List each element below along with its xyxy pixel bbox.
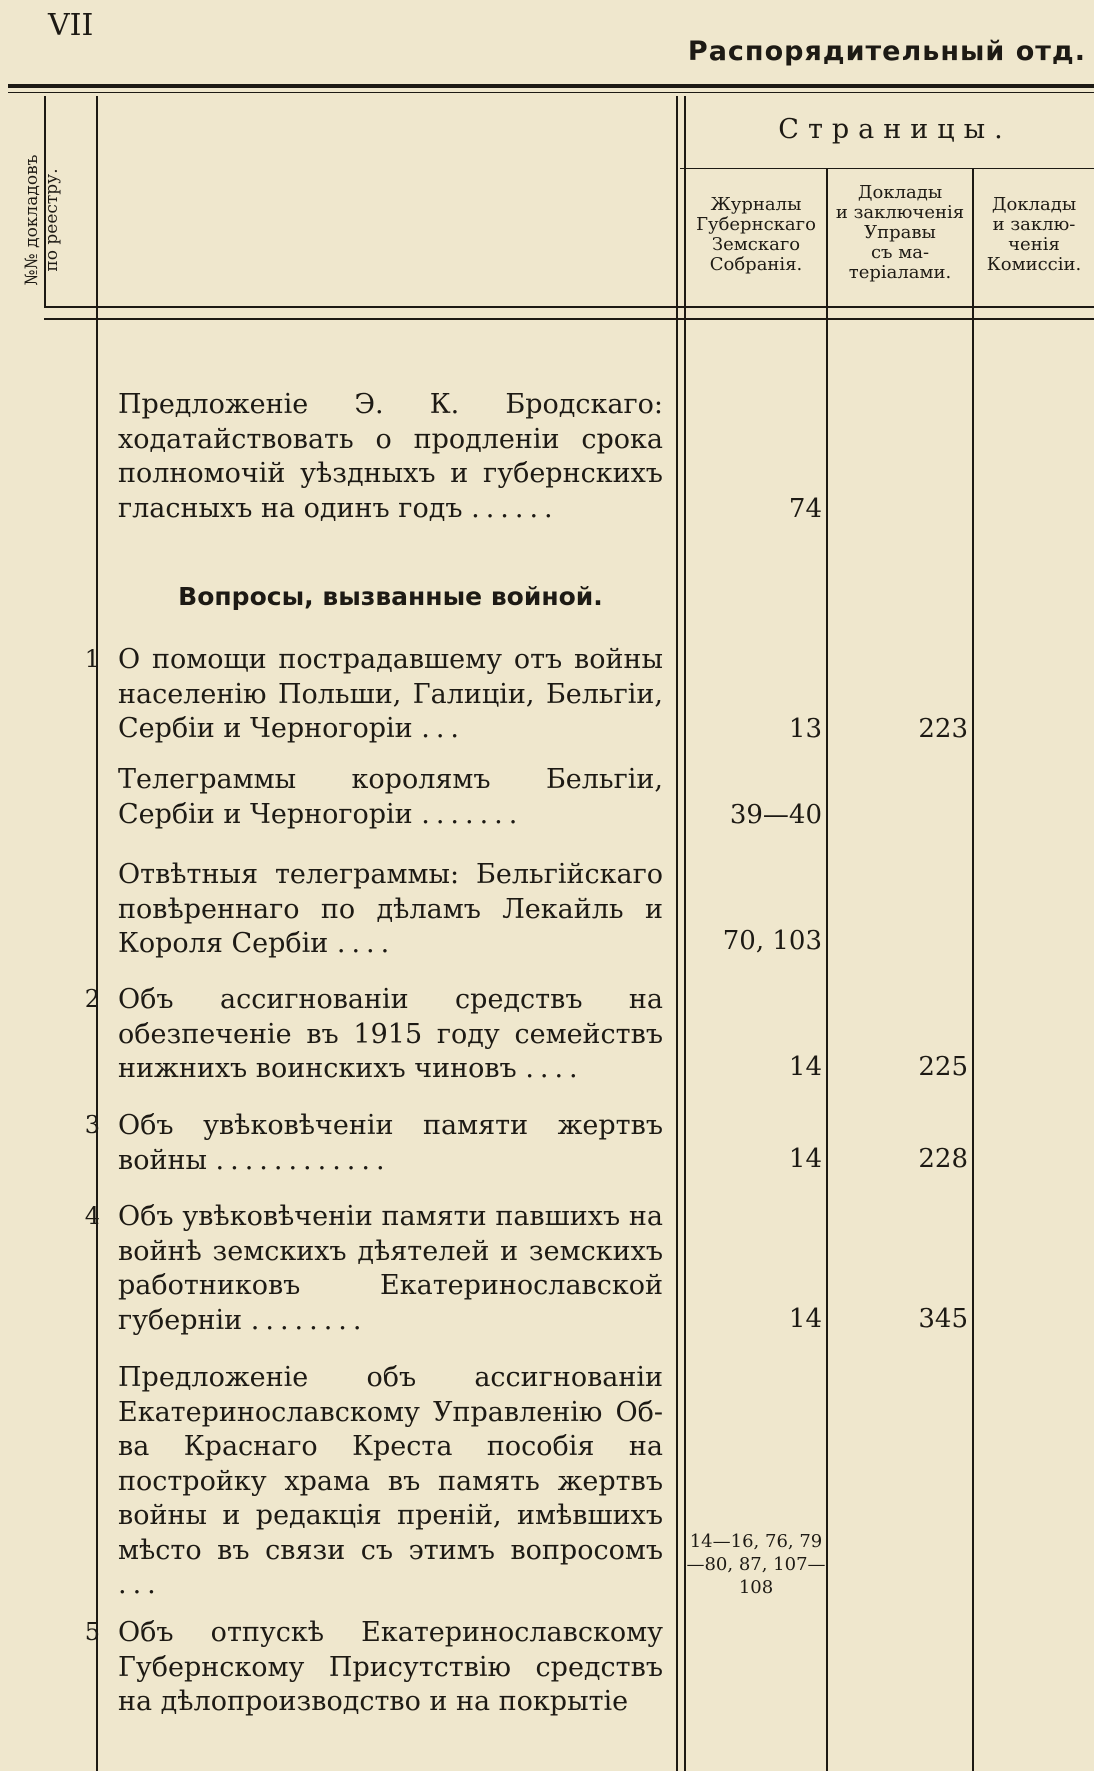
row-text: Отвѣтныя телеграммы: Бельгійскаго повѣреннаго по дѣламъ Лекайль и Короля Сербіи .... [118, 859, 663, 959]
journal-page: 13 [788, 714, 822, 744]
row-text: Объ ассигнованіи средствъ на обезпеченіе въ 1915 году семействъ нижнихъ воинскихъ чиновъ .... [118, 984, 663, 1084]
row-number: 2 [84, 985, 100, 1013]
journal-page: 14 [788, 1144, 822, 1174]
report-page: 228 [918, 1144, 968, 1174]
row-text: Объ увѣковѣченіи памяти жертвъ войны ............ [118, 1110, 663, 1176]
section-title: Распорядительный отд. [687, 36, 1086, 67]
row-text: Объ увѣковѣченіи памяти павшихъ на войнѣ земскихъ дѣятелей и земскихъ работниковъ Екатеринославской губерніи ........ [118, 1201, 663, 1336]
header-commission: Доклады и заклю- ченія Комиссіи. [986, 194, 1082, 275]
row-text: Объ отпускѣ Екатеринославскому Губернскому Присутствію средствъ на дѣлопроизводство и на покрытіе [118, 1617, 663, 1717]
row-number: 3 [84, 1111, 100, 1139]
col-line-journal [826, 168, 828, 1771]
row-number: 5 [84, 1618, 100, 1646]
page-number: VII [48, 8, 94, 43]
header-report-number: №№ докладовъ по реестру. [22, 154, 62, 286]
row-text: Телеграммы королямъ Бельгіи, Сербіи и Черногоріи ....... [118, 764, 663, 830]
header-reports: Доклады и заключенія Управы съ ма- теріалами. [835, 182, 965, 283]
journal-page: 14—16, 76, 79—80, 87, 107—108 [686, 1531, 826, 1598]
header-rule-thin [8, 92, 1094, 93]
journal-page: 70, 103 [722, 926, 822, 956]
row-number: 1 [84, 645, 100, 673]
header-pages: Страницы. [778, 114, 1012, 145]
header-rule-thick [8, 84, 1094, 88]
section-heading: Вопросы, вызванные войной. [178, 582, 603, 611]
journal-page: 14 [788, 1052, 822, 1082]
col-line-text [676, 96, 678, 1771]
report-page: 225 [918, 1052, 968, 1082]
row-number: 4 [84, 1202, 100, 1230]
row-text: Предложеніе Э. К. Бродскаго: ходатайствовать о продленіи срока полномочій уѣздныхъ и губернскихъ гласныхъ на одинъ годъ ...... [118, 389, 663, 524]
journal-page: 39—40 [729, 800, 822, 830]
col-line-number [96, 96, 98, 1771]
journal-page: 74 [788, 494, 822, 524]
header-journals: Журналы Губернскаго Земскаго Собранія. [696, 194, 816, 275]
journal-page: 14 [788, 1304, 822, 1334]
report-page: 345 [918, 1304, 968, 1334]
table-header-bottom-rule [44, 306, 1094, 308]
col-line-report [972, 168, 974, 1771]
pages-subheader-rule [680, 168, 1094, 169]
report-page: 223 [918, 714, 968, 744]
row-text: О помощи пострадавшему отъ войны населенію Польши, Галиціи, Бельгіи, Сербіи и Черногоріи ... [118, 644, 663, 744]
row-text: Предложеніе объ ассигнованіи Екатеринославскому Управленію Об-ва Краснаго Креста пособія на постройку храма въ память жертвъ войны и редакція преній, имѣвшихъ мѣсто въ связи съ этимъ вопросомъ ... [118, 1362, 663, 1600]
table-header-bottom-rule-2 [44, 318, 1094, 320]
